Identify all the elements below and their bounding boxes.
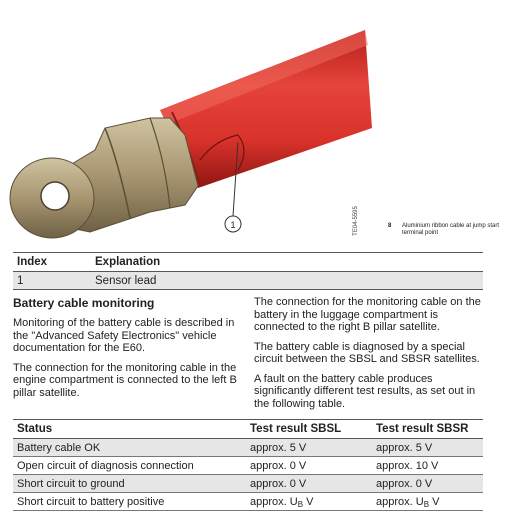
sbsr-header: Test result SBSR — [372, 420, 483, 439]
sbsr-value-subscript: B — [423, 499, 430, 509]
sbsr-value-suffix: V — [429, 495, 440, 508]
section-heading: Battery cable monitoring — [13, 296, 155, 310]
index-header: Index — [13, 253, 91, 272]
status-cell: Short circuit to battery positive — [13, 493, 246, 511]
test-results-table — [13, 419, 483, 511]
sbsr-cell: approx. 0 V — [372, 475, 483, 493]
paragraph: A fault on the battery cable produces significantly different test results, as set out in the following table. — [254, 372, 476, 410]
sbsl-value-suffix: V — [303, 495, 314, 508]
paragraph: The battery cable is diagnosed by a special circuit between the SBSL and SBSR satellites. — [254, 340, 480, 365]
reference-code: TE04-5595 — [352, 206, 359, 236]
table-row — [13, 439, 483, 457]
callout-number: 1 — [230, 220, 236, 230]
caption-text: Aluminium ribbon cable at jump start terminal point — [402, 223, 500, 236]
explanation-header: Explanation — [91, 253, 483, 272]
sbsl-cell: approx. 0 V — [246, 475, 372, 493]
sbsl-cell: approx. 5 V — [246, 439, 372, 457]
table-row — [13, 493, 483, 511]
right-column — [254, 296, 484, 417]
index-cell: 1 — [13, 272, 91, 290]
reference-code-box — [347, 208, 367, 236]
status-cell: Open circuit of diagnosis connection — [13, 457, 246, 475]
sbsl-header: Test result SBSL — [246, 420, 372, 439]
results-table-header — [13, 420, 483, 439]
sbsr-cell: approx. 10 V — [372, 457, 483, 475]
sbsl-cell — [246, 493, 372, 511]
paragraph: The connection for the monitoring cable on the battery in the luggage compartment is connected to the right B pillar satellite. — [254, 296, 481, 333]
lug-hole — [41, 182, 69, 210]
sbsr-cell: approx. 5 V — [372, 439, 483, 457]
sbsl-value-subscript: B — [297, 499, 304, 509]
sbsl-value-prefix: approx. U — [250, 495, 298, 508]
table-row — [13, 475, 483, 493]
paragraph: The connection for the monitoring cable in the engine compartment is connected to the left B pillar satellite. — [13, 361, 237, 399]
status-header: Status — [13, 420, 246, 439]
paragraph: Monitoring of the battery cable is described in the "Advanced Safety Electronics" vehicle documentation for the E60. — [13, 317, 235, 354]
index-table-header — [13, 253, 483, 272]
table-row — [13, 272, 483, 290]
status-cell: Battery cable OK — [13, 439, 246, 457]
battery-cable-illustration — [0, 0, 380, 245]
sbsr-cell — [372, 493, 483, 511]
caption-number: 8 — [388, 223, 392, 229]
cable-photo — [0, 0, 380, 245]
sbsr-value-prefix: approx. U — [376, 495, 424, 508]
sbsl-cell: approx. 0 V — [246, 457, 372, 475]
table-row — [13, 457, 483, 475]
index-table — [13, 252, 483, 290]
left-column — [13, 296, 243, 406]
status-cell: Short circuit to ground — [13, 475, 246, 493]
explanation-cell: Sensor lead — [91, 272, 483, 290]
